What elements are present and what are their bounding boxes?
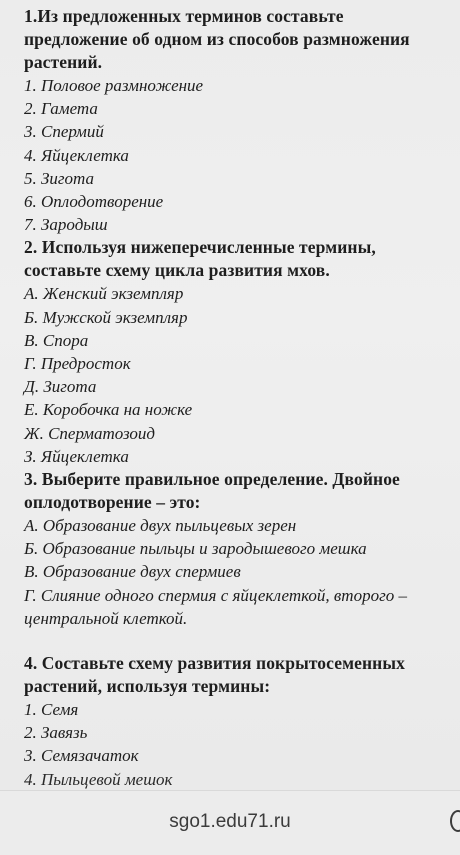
browser-address-bar[interactable] bbox=[0, 790, 460, 855]
document-content bbox=[24, 5, 460, 768]
question-4-item: 1. Семя bbox=[24, 700, 79, 720]
question-2-item: Ж. Сперматозоид bbox=[24, 423, 156, 443]
question-1-item: 2. Гамета bbox=[24, 99, 98, 119]
question-2-item: Г. Предросток bbox=[24, 354, 131, 374]
section-gap bbox=[24, 630, 460, 652]
question-4-item-partial: 4. Пыльцевой мешок bbox=[24, 770, 173, 789]
question-1-item: 6. Оплодотворение bbox=[24, 192, 164, 212]
question-2-item: Д. Зигота bbox=[24, 377, 97, 397]
question-2-item: Б. Мужской экземпляр bbox=[24, 307, 188, 327]
question-2-item: З. Яйцеклетка bbox=[24, 446, 129, 466]
question-3-option: А. Образование двух пыльцевых зерен bbox=[24, 516, 297, 536]
question-1-item: 4. Яйцеклетка bbox=[24, 145, 129, 165]
question-2-item: Е. Коробочка на ножке bbox=[24, 400, 193, 420]
question-3-option: Г. Слияние одного спермия с яйцеклеткой, второго – центральной клеткой. bbox=[24, 585, 407, 628]
question-2-item: А. Женский экземпляр bbox=[24, 284, 184, 304]
question-3-title: 3. Выберите правильное определение. Двойное оплодотворение – это: bbox=[24, 469, 400, 513]
question-4-item: 2. Завязь bbox=[24, 723, 88, 743]
question-2-item: В. Спора bbox=[24, 330, 89, 350]
reload-icon[interactable] bbox=[450, 810, 460, 832]
question-1-item: 7. Зародыш bbox=[24, 215, 108, 235]
question-4-title: 4. Составьте схему развития покрытосеменных растений, используя термины: bbox=[24, 653, 405, 697]
question-3-option: Б. Образование пыльцы и зародышевого мешка bbox=[24, 539, 367, 559]
url-text[interactable]: sgo1.edu71.ru bbox=[169, 811, 291, 832]
question-3-option: В. Образование двух спермиев bbox=[24, 562, 241, 582]
question-1-item: 3. Спермий bbox=[24, 122, 104, 142]
question-2-title: 2. Используя нижеперечисленные термины, составьте схему цикла развития мхов. bbox=[24, 237, 376, 281]
question-1-title: 1.Из предложенных терминов составьте предложение об одном из способов размножения растений. bbox=[24, 6, 410, 72]
question-4-item: 3. Семязачаток bbox=[24, 746, 139, 766]
question-1-item: 5. Зигота bbox=[24, 168, 95, 188]
question-1-item: 1. Половое размножение bbox=[24, 76, 204, 95]
